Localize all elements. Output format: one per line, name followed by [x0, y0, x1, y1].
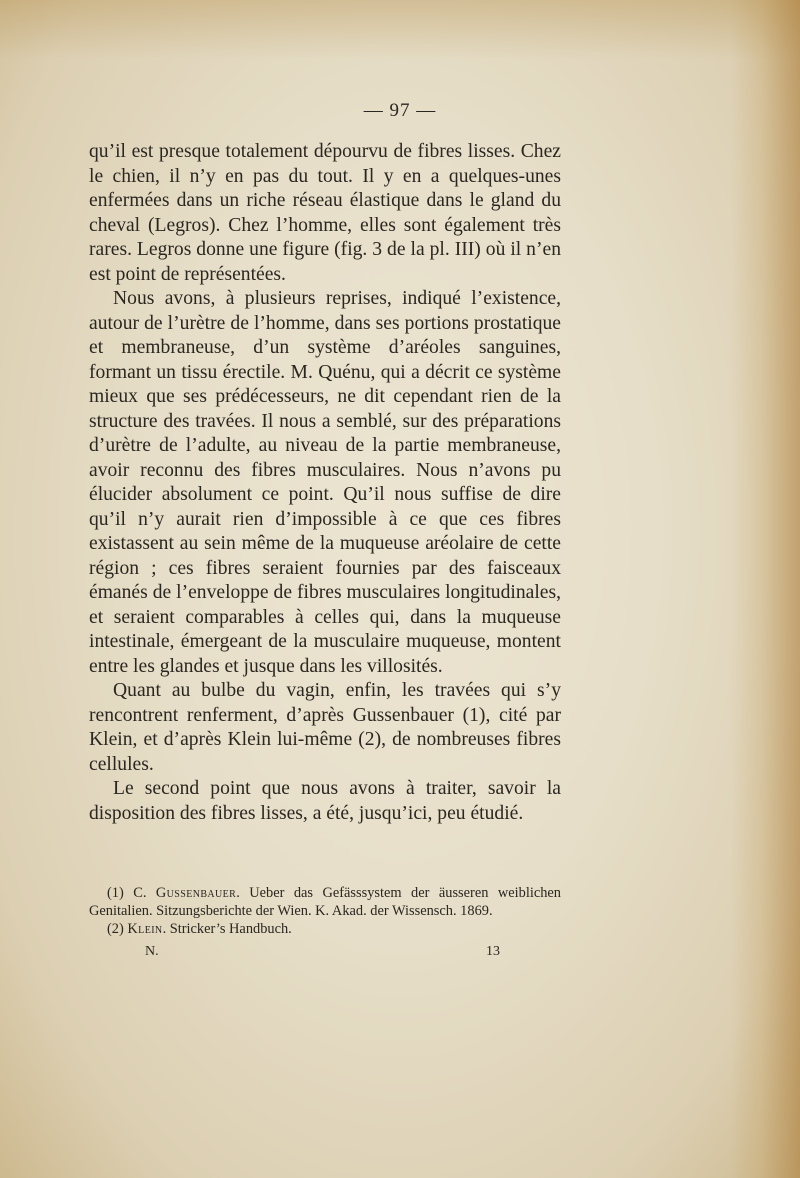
footnote-2-marker: (2) [107, 921, 128, 937]
paragraph-4: Le second point que nous avons à traiter, savoir la disposition des fibres lisses, a été, jusqu’ici, peu étudié. [89, 778, 561, 824]
page-number: — 97 — [363, 100, 437, 121]
paragraph-2: Nous avons, à plusieurs reprises, indiqué l’existence, autour de l’urètre de l’homme, dans ses portions prostatique et membraneuse, d’un système d’aréoles sanguines, formant un tissu érectile. M. Quénu, qui a décrit ce système mieux que ses prédécesseurs, ne dit cependant rien de la structure des travées. Il nous a semblé, sur des préparations d’urètre de l’adulte, au niveau de la partie membraneuse, avoir reconnu des fibres musculaires. Nous n’avons pu élucider absolument ce point. Qu’il nous suffise de dire qu’il n’y aurait rien d’impossible à ce que ces fibres existassent au sein même de la muqueuse aréolaire de cette région ; ces fibres seraient fournies par des faisceaux émanés de l’enveloppe de fibres musculaires longitudinales, et seraient comparables à celles qui, dans la muqueuse intestinale, émergeant de la musculaire muqueuse, montent entre les glandes et jusque dans les villosités. [89, 288, 561, 677]
footnote-1-text: . Ueber das Gefässsystem der äusseren weiblichen Genitalien. Sitzungsberichte der Wien. K. Akad. der Wissensch. 1869. [89, 885, 561, 919]
footnote-2-text: . Stricker’s Handbuch. [162, 921, 292, 937]
printer-signature [145, 944, 500, 960]
footnote-1 [89, 884, 561, 920]
body-text [89, 140, 561, 826]
signature-letter: N. [145, 944, 159, 959]
footnote-2 [89, 920, 561, 938]
paragraph-3: Quant au bulbe du vagin, enfin, les travées qui s’y rencontrent renferment, d’après Gussenbauer (1), cité par Klein, et d’après Klein lui-même (2), de nombreuses fibres cellules. [89, 680, 561, 775]
paper-edge-shading [730, 0, 800, 1178]
footnote-2-author: Klein [127, 921, 163, 937]
footnote-1-marker: (1) C. [107, 885, 156, 901]
footnotes [89, 884, 561, 938]
paper-top-shading [0, 0, 800, 60]
paragraph-1: qu’il est presque totalement dépourvu de fibres lisses. Chez le chien, il n’y en pas du tout. Il y en a quelques-unes enfermées dans un riche réseau élastique dans le gland du cheval (Legros). Chez l’homme, elles sont également très rares. Legros donne une figure (fig. 3 de la pl. III) où il n’en est point de représentées. [89, 141, 561, 285]
signature-number: 13 [486, 944, 500, 959]
footnote-1-author: Gussenbauer [155, 885, 237, 901]
